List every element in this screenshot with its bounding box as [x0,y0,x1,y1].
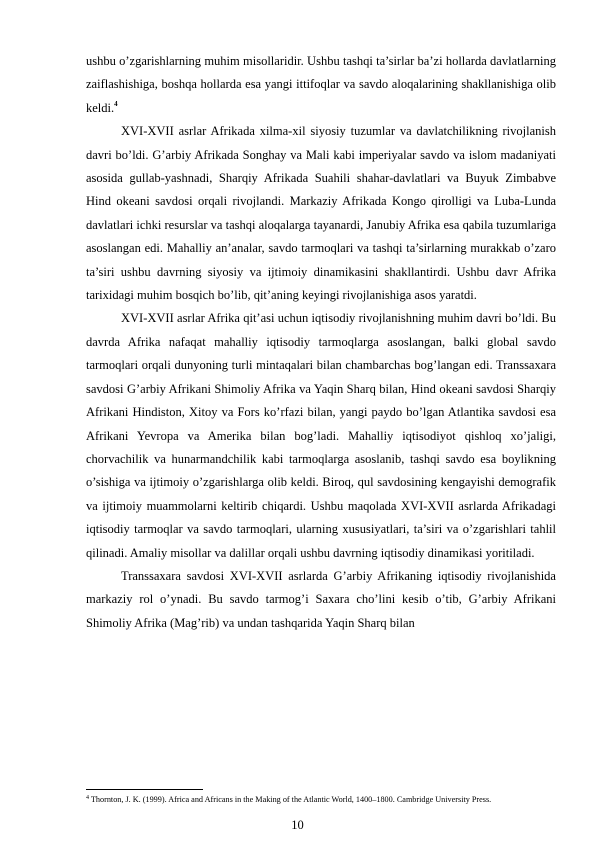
paragraph-1 [86,50,556,120]
footnote [86,794,556,805]
footnote-mark: 4 [86,795,89,801]
paragraph-3: XVI-XVII asrlar Afrika qit’asi uchun iqtisodiy rivojlanishning muhim davri bo’ldi. Bu davrda Afrika nafaqat mahalliy iqtisodiy tarmoqlarga asoslangan, balki global savdo tarmoqlari orqali dunyoning turli mintaqalari bilan chambarchas bog’langan edi. Transsaxara savdosi G’arbiy Afrikani Shimoliy Afrika va Yaqin Sharq bilan, Hind okeani savdosi Sharqiy Afrikani Hindiston, Xitoy va Fors ko’rfazi bilan, yangi paydo bo’lgan Atlantika savdosi esa Afrikani Yevropa va Amerika bilan bog’ladi. Mahalliy iqtisodiyot qishloq xo’jaligi, chorvachilik va hunarmandchilik kabi tarmoqlarga asoslanib, tashqi savdo esa boylikning o’sishiga va ijtimoiy o’zgarishlarga olib keldi. Biroq, qul savdosining kengayishi demografik va ijtimoiy muammolarni keltirib chiqardi. Ushbu maqolada XVI-XVII asrlarda Afrikadagi iqtisodiy tarmoqlar va savdo tarmoqlari, ularning xususiyatlari, ta’siri va o’zgarishlari tahlil qilinadi. Amaliy misollar va dalillar orqali ushbu davrning iqtisodiy dinamikasi yoritiladi. [86,311,556,560]
paragraph-2: XVI-XVII asrlar Afrikada xilma-xil siyosiy tuzumlar va davlatchilikning rivojlanish davri bo’ldi. G’arbiy Afrikada Songhay va Mali kabi imperiyalar savdo va islom madaniyati asosida gullab-yashnadi, Sharqiy Afrikada Suahili shahar-davlatlari va Buyuk Zimbabve Hind okeani savdosi orqali rivojlandi. Markaziy Afrikada Kongo qirolligi va Luba-Lunda davlatlari ichki resurslar va tashqi aloqalarga tayanardi, Janubiy Afrika esa qabila tuzumlariga asoslangan edi. Mahalliy an’analar, savdo tarmoqlari va tashqi ta’sirlarning murakkab o’zaro ta’siri ushbu davrning siyosiy va ijtimoiy dinamikasini shakllantirdi. Ushbu davr Afrika tarixidagi muhim bosqich bo’lib, qit’aning keyingi rivojlanishiga asos yaratdi. [86,124,556,303]
page-number: 10 [291,818,304,832]
page-body [86,50,556,635]
footnote-reference[interactable]: 4 [114,99,118,108]
paragraph-4: Transsaxara savdosi XVI-XVII asrlarda G’arbiy Afrikaning iqtisodiy rivojlanishida markaziy rol o’ynadi. Bu savdo tarmog’i Saxara cho’lini kesib o’tib, G’arbiy Afrikani Shimoliy Afrika (Mag’rib) va undan tashqarida Yaqin Sharq bilan [86,568,556,630]
paragraph-1-text: ushbu o’zgarishlarning muhim misollaridir. Ushbu tashqi ta’sirlar ba’zi hollarda davlatlarning zaiflashishiga, boshqa hollarda esa yangi ittifoqlar va savdo aloqalarining shakllanishiga olib keldi. [86,54,556,115]
footnote-text: Thornton, J. K. (1999). Africa and Africans in the Making of the Atlantic World, 1400–1800. Cambridge University Press. [90,795,492,804]
footnote-divider [86,789,203,790]
